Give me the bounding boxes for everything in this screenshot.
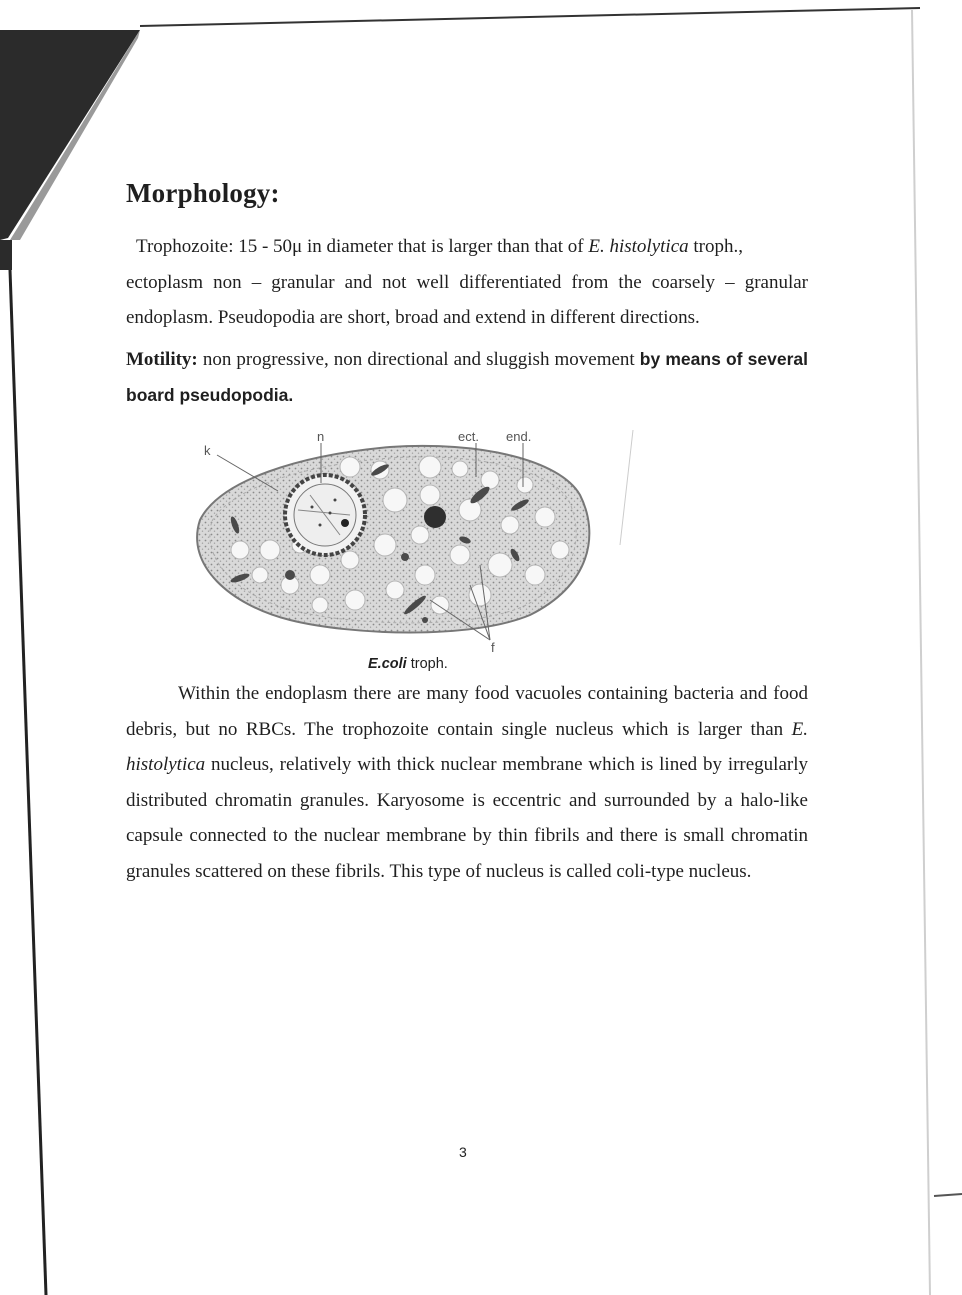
label-ect: ect. (458, 429, 479, 444)
species-name: E. histolytica (588, 236, 689, 257)
motility-lead: Motility: (126, 349, 198, 370)
karyosome (341, 519, 349, 527)
label-n: n (317, 429, 325, 444)
trophozoite-paragraph: Trophozoite: 15 - 50μ in diameter that is larger than that of E. histolytica troph., ectoplasm non – granular and not well differentiated from the coarsely – granular endoplasm. Pseudopodia are short, broad and extend in different directions. (126, 236, 808, 328)
section-heading: Morphology: (126, 178, 280, 208)
motility-bold-text: by means of several board pseudopodia. (126, 349, 809, 405)
species-name: E. histolytica (126, 718, 808, 775)
ecoli-trophozoite-figure (180, 425, 640, 655)
dark-inclusion (424, 506, 446, 528)
page-number: 3 (459, 1144, 467, 1160)
nucleus (285, 475, 365, 555)
label-end: end. (506, 429, 532, 444)
figure-caption: E.coli troph. (368, 656, 448, 672)
label-k: k (204, 443, 211, 458)
label-f: f (491, 640, 495, 655)
motility-paragraph: Motility: non progressive, non directional and sluggish movement by means of several board pseudopodia. (126, 349, 809, 405)
description-paragraph: Within the endoplasm there are many food vacuoles containing bacteria and food debris, but no RBCs. The trophozoite contain single nucleus which is larger than E. histolytica nucleus, relatively with thick nuclear membrane which is lined by irregularly distributed chromatin granules. Karyosome is eccentric and surrounded by a halo-like capsule connected to the nuclear membrane by thin fibrils and there is small chromatin granules scattered on these fibrils. This type of nucleus is called coli-type nucleus. (126, 683, 808, 882)
trophozoite-lead: Trophozoite: (136, 236, 234, 257)
